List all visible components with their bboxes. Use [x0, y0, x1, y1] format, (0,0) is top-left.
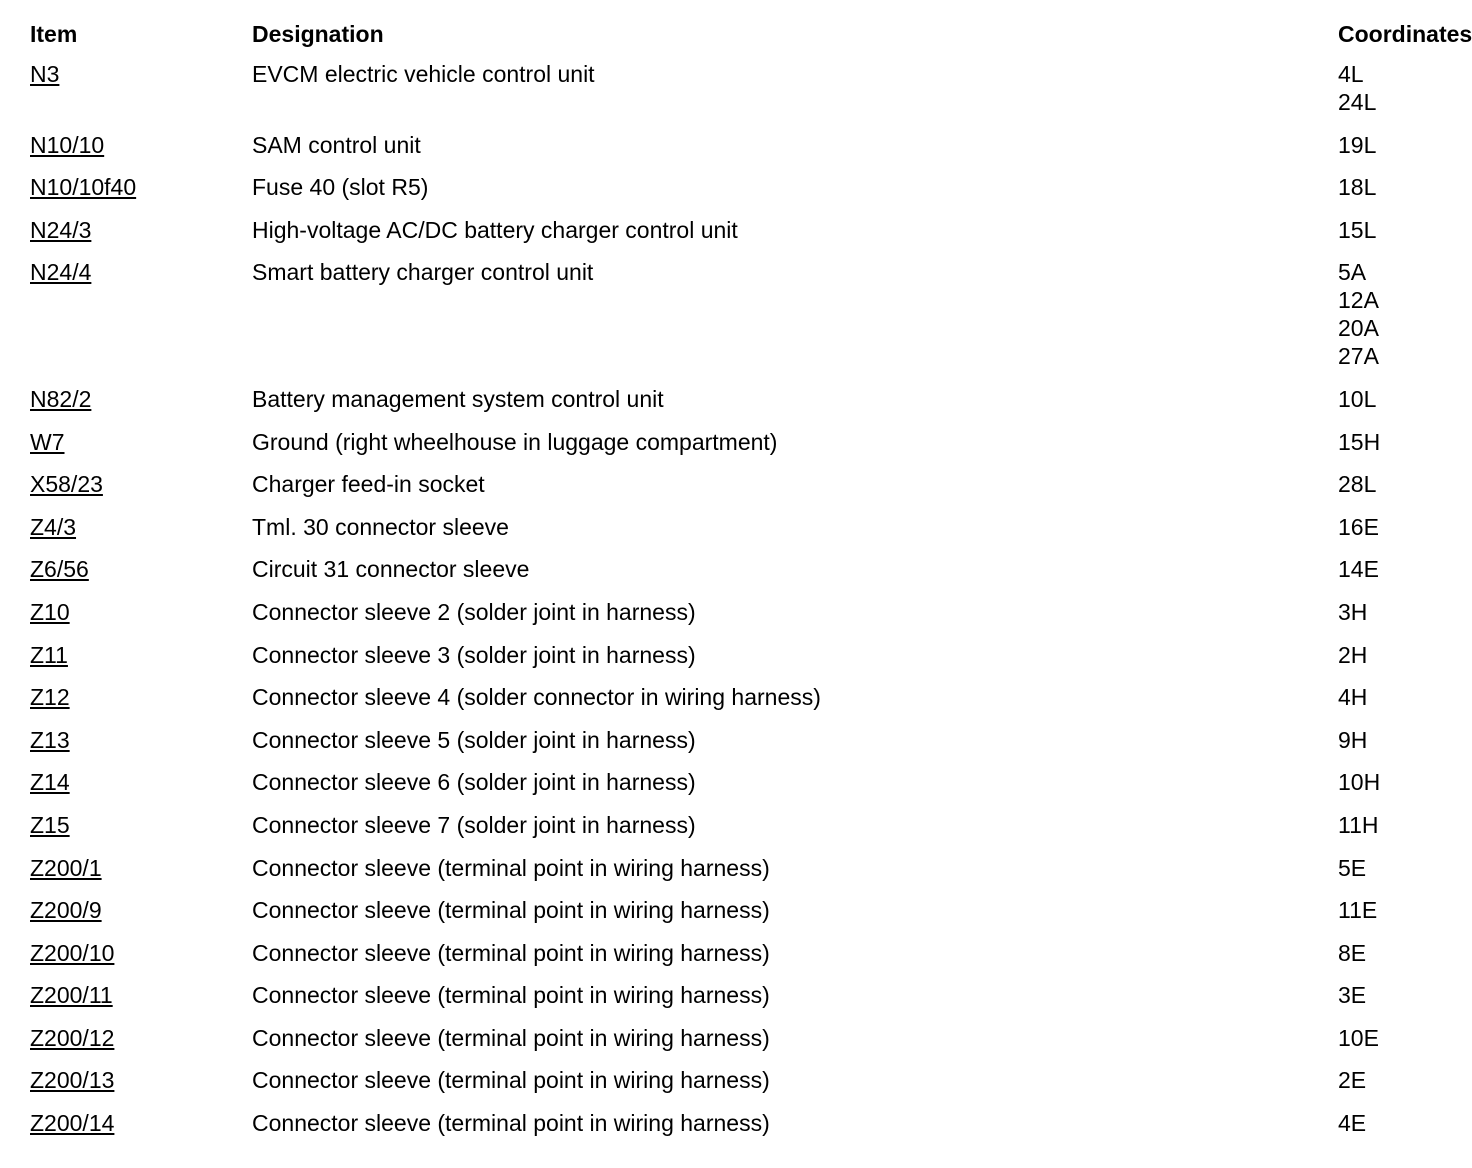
table-row: [0, 896, 1472, 924]
coordinates-cell: [1338, 555, 1424, 583]
table-row: [0, 428, 1472, 456]
table-row: [0, 1109, 1472, 1137]
item-cell: [30, 1024, 114, 1052]
coordinates-cell: [1338, 385, 1424, 413]
coordinates-cell: [1338, 470, 1424, 498]
table-header: [0, 19, 1472, 49]
designation-cell: Connector sleeve (terminal point in wiring harness): [252, 1067, 770, 1094]
table-row: [0, 683, 1472, 711]
table-row: [0, 385, 1472, 413]
coordinates-cell: [1338, 216, 1424, 244]
item-cell: [30, 939, 114, 967]
table-row: [0, 939, 1472, 967]
item-link[interactable]: N82/2: [30, 385, 92, 412]
table-row: [0, 513, 1472, 541]
coordinates-cell: [1338, 641, 1424, 669]
coordinate-value: 4E: [1338, 1110, 1367, 1137]
table-row: [0, 1066, 1472, 1094]
table-row: [0, 258, 1472, 370]
coordinate-value: 19L: [1338, 131, 1377, 158]
item-cell: [30, 641, 68, 669]
coordinates-cell: [1338, 1024, 1424, 1052]
coordinate-value: 28L: [1338, 471, 1377, 498]
coordinates-cell: [1338, 131, 1424, 159]
designation-cell: Circuit 31 connector sleeve: [252, 556, 530, 583]
coordinate-value: 8E: [1338, 939, 1367, 966]
coordinates-cell: [1338, 1109, 1424, 1137]
coordinate-value: 5E: [1338, 854, 1367, 881]
designation-cell: Battery management system control unit: [252, 385, 664, 412]
designation-cell: Fuse 40 (slot R5): [252, 174, 429, 201]
item-link[interactable]: Z200/14: [30, 1110, 115, 1137]
item-link[interactable]: X58/23: [30, 471, 103, 498]
item-link[interactable]: N3: [30, 61, 60, 87]
item-link[interactable]: Z200/12: [30, 1024, 115, 1051]
item-link[interactable]: N10/10f40: [30, 174, 137, 201]
designation-cell: Connector sleeve (terminal point in wiring harness): [252, 854, 770, 881]
coordinate-value: 18L: [1338, 174, 1377, 201]
item-link[interactable]: Z4/3: [30, 513, 77, 540]
coordinates-cell: [1338, 513, 1424, 541]
designation-cell: High-voltage AC/DC battery charger control unit: [252, 216, 738, 243]
coordinate-value: 12A: [1338, 287, 1379, 314]
designation-cell: Connector sleeve (terminal point in wiring harness): [252, 982, 770, 1009]
item-cell: [30, 811, 70, 839]
designation-cell: Smart battery charger control unit: [252, 259, 594, 286]
coordinates-cell: [1338, 811, 1424, 839]
coordinates-cell: [1338, 173, 1424, 201]
designation-cell: Connector sleeve 2 (solder joint in harness): [252, 598, 696, 625]
coordinates-cell: [1338, 683, 1424, 711]
item-cell: [30, 555, 89, 583]
designation-cell: Connector sleeve 3 (solder joint in harness): [252, 641, 696, 668]
coordinate-value: 16E: [1338, 513, 1379, 540]
coordinates-cell: [1338, 981, 1424, 1009]
designation-cell: Connector sleeve (terminal point in wiring harness): [252, 1110, 770, 1137]
item-cell: [30, 854, 102, 882]
item-link[interactable]: N24/3: [30, 216, 92, 243]
table-row: [0, 173, 1472, 201]
coordinate-value: 14E: [1338, 556, 1379, 583]
coordinates-cell: [1338, 428, 1424, 456]
item-cell: [30, 131, 104, 159]
item-cell: [30, 683, 70, 711]
item-cell: [30, 726, 70, 754]
item-cell: [30, 470, 103, 498]
item-link[interactable]: N10/10: [30, 131, 105, 158]
item-link[interactable]: Z6/56: [30, 556, 89, 583]
designation-cell: Connector sleeve (terminal point in wiring harness): [252, 897, 770, 924]
item-link[interactable]: Z200/11: [30, 982, 113, 1009]
coordinates-cell: [1338, 854, 1424, 882]
coordinate-value: 3E: [1338, 982, 1367, 1009]
item-cell: [30, 60, 59, 88]
table-row: [0, 1024, 1472, 1052]
coordinate-value: 3H: [1338, 598, 1368, 625]
designation-cell: Tml. 30 connector sleeve: [252, 513, 509, 540]
item-link[interactable]: Z200/13: [30, 1067, 115, 1094]
table-row: [0, 216, 1472, 244]
item-link[interactable]: Z200/9: [30, 897, 102, 924]
header-item: Item: [30, 21, 78, 47]
item-link[interactable]: Z200/1: [30, 854, 102, 881]
coordinates-cell: [1338, 896, 1424, 924]
item-link[interactable]: N24/4: [30, 259, 92, 286]
item-link[interactable]: Z200/10: [30, 939, 115, 966]
item-link[interactable]: Z15: [30, 811, 70, 838]
coordinates-cell: [1338, 939, 1424, 967]
item-cell: [30, 896, 102, 924]
coordinate-value: 4H: [1338, 684, 1368, 711]
designation-cell: EVCM electric vehicle control unit: [252, 61, 595, 87]
coordinate-value: 2H: [1338, 641, 1368, 668]
item-cell: [30, 428, 65, 456]
item-link[interactable]: Z13: [30, 726, 70, 753]
item-cell: [30, 598, 70, 626]
designation-cell: Connector sleeve (terminal point in wiring harness): [252, 939, 770, 966]
coordinate-value: 20A: [1338, 315, 1379, 342]
coordinates-cell: [1338, 768, 1424, 796]
item-link[interactable]: W7: [30, 428, 65, 455]
item-cell: [30, 981, 113, 1009]
item-link[interactable]: Z11: [30, 641, 68, 668]
designation-cell: SAM control unit: [252, 131, 421, 158]
coordinates-cell: [1338, 598, 1424, 626]
coordinates-cell: [1338, 1066, 1424, 1094]
coordinate-value: 11E: [1338, 897, 1378, 924]
coordinates-cell: [1338, 726, 1424, 754]
designation-cell: Connector sleeve 5 (solder joint in harness): [252, 726, 696, 753]
table-row: [0, 60, 1472, 116]
designation-cell: Connector sleeve 6 (solder joint in harness): [252, 769, 696, 796]
item-cell: [30, 1066, 114, 1094]
coordinate-value: 2E: [1338, 1067, 1367, 1094]
coordinate-value: 15L: [1338, 216, 1377, 243]
table-row: [0, 811, 1472, 839]
item-link[interactable]: Z12: [30, 684, 70, 711]
designation-cell: Connector sleeve 7 (solder joint in harness): [252, 811, 696, 838]
item-cell: [30, 513, 76, 541]
coordinate-value: 5A: [1338, 259, 1367, 286]
coordinate-value: 4L: [1338, 61, 1364, 87]
item-cell: [30, 768, 70, 796]
table-row: [0, 726, 1472, 754]
coordinate-value: 10E: [1338, 1024, 1379, 1051]
item-cell: [30, 258, 91, 286]
item-cell: [30, 216, 91, 244]
header-designation: Designation: [252, 21, 384, 47]
table-row: [0, 854, 1472, 882]
table-row: [0, 131, 1472, 159]
coordinate-value: 15H: [1338, 428, 1381, 455]
coordinate-value: 27A: [1338, 343, 1379, 370]
item-cell: [30, 385, 91, 413]
table-row: [0, 598, 1472, 626]
coordinate-value: 10H: [1338, 769, 1381, 796]
table-row: [0, 470, 1472, 498]
designation-cell: Connector sleeve 4 (solder connector in wiring harness): [252, 684, 821, 711]
coordinate-value: 11H: [1338, 811, 1379, 838]
item-link[interactable]: Z14: [30, 769, 70, 796]
table-row: [0, 555, 1472, 583]
header-coordinates: Coordinates: [1338, 21, 1472, 47]
item-cell: [30, 1109, 114, 1137]
item-link[interactable]: Z10: [30, 598, 70, 625]
designation-cell: Connector sleeve (terminal point in wiring harness): [252, 1024, 770, 1051]
table-body: [0, 60, 1472, 1152]
table-row: [0, 981, 1472, 1009]
table-row: [0, 641, 1472, 669]
coordinate-value: 9H: [1338, 726, 1368, 753]
designation-cell: Charger feed-in socket: [252, 471, 485, 498]
coordinates-cell: [1338, 60, 1424, 116]
coordinate-value: 10L: [1338, 385, 1377, 412]
item-cell: [30, 173, 136, 201]
table-row: [0, 768, 1472, 796]
coordinate-value: 24L: [1338, 89, 1377, 115]
designation-cell: Ground (right wheelhouse in luggage compartment): [252, 428, 778, 455]
coordinates-cell: [1338, 258, 1424, 370]
